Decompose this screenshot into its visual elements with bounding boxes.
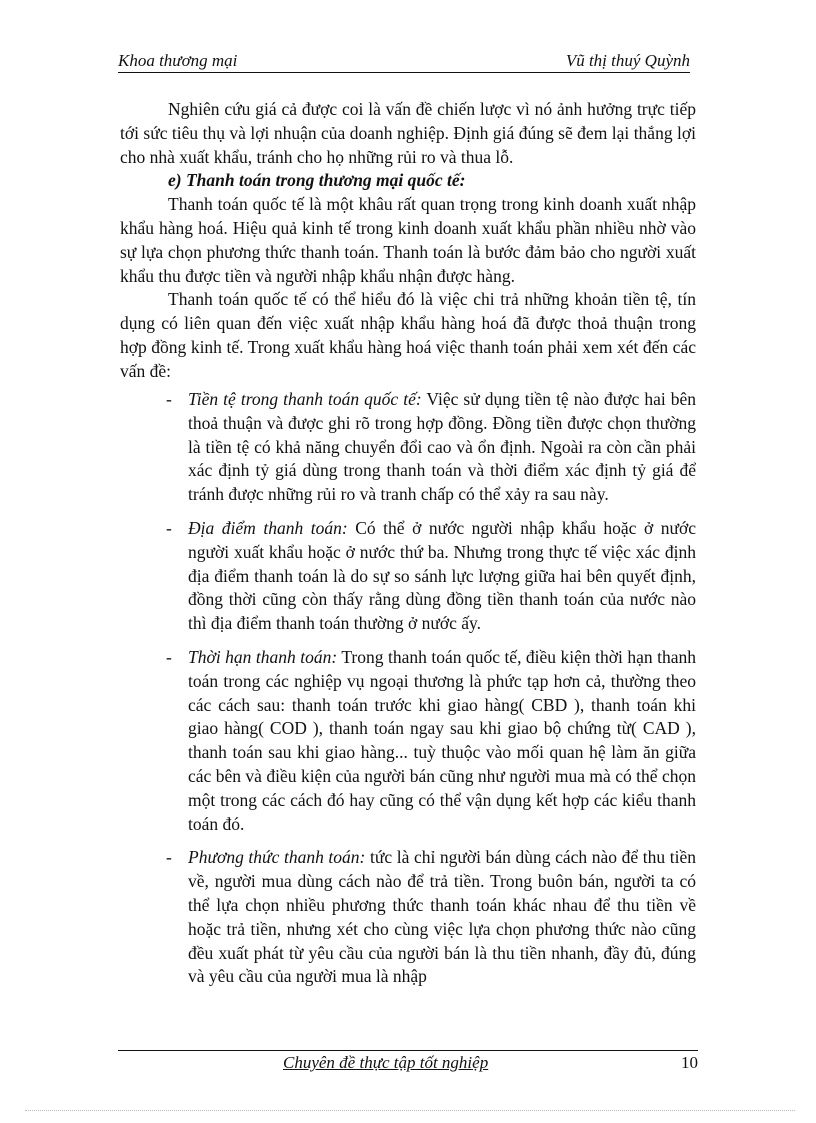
bullet-text: Việc sử dụng tiền tệ nào được hai bên thoả thuận và được ghi rõ trong hợp đồng. Đồng tiền được chọn thường là tiền tệ có khả năng chuyển đổi cao và ổn định. Ngoài ra còn cần phải xác định tỷ giá dùng trong thanh toán và thời điểm xác định tỷ giá để tránh được những rủi ro và tranh chấp có thể xảy ra sau này. [188, 389, 696, 505]
section-title: e) Thanh toán trong thương mại quốc tế: [168, 170, 466, 191]
page-footer [118, 1050, 698, 1077]
bullet-text: Trong thanh toán quốc tế, điều kiện thời hạn thanh toán trong các nghiệp vụ ngoại thương là phức tạp hơn cả, thường theo các cách sau: thanh toán trước khi giao hàng( CBD ), thanh toán khi giao hàng( COD ), thanh toán ngay sau khi giao bộ chứng từ( CAD ), thanh toán sau khi giao hàng... tuỳ thuộc vào mối quan hệ làm ăn giữa các bên và điều kiện của người bán cũng như người mua mà có thể chọn một trong các cách đó hay cũng có thể vận dụng kết hợp các kiểu thanh toán đó. [188, 646, 696, 834]
paragraph-2: Thanh toán quốc tế có thể hiểu đó là việc chi trả những khoản tiền tệ, tín dụng có liên quan đến việc xuất nhập khẩu hàng hoá đã được thoả thuận trong hợp đồng kinh tế. Trong xuất khẩu hàng hoá việc thanh toán phải xem xét đến các vấn đề: [120, 289, 696, 381]
bullet-label: Địa điểm thanh toán: [188, 517, 348, 538]
dash-marker: - [166, 847, 172, 868]
bullet-item-term [166, 646, 696, 836]
dash-marker: - [166, 517, 172, 538]
body-text [120, 98, 696, 384]
page-header [118, 50, 690, 73]
bullet-label: Thời hạn thanh toán: [188, 646, 338, 667]
intro-paragraph [120, 98, 696, 169]
header-author: Vũ thị thuý Quỳnh [565, 51, 690, 70]
bullet-item-method [166, 846, 696, 989]
bullet-text: tức là chỉ người bán dùng cách nào để thu tiền về, người mua dùng cách nào để trả tiền. Trong buôn bán, người ta có thể lựa chọn nhiều phương thức thanh toán khác nhau để thu tiền về hoặc trả tiền, nhưng xét cho cùng việc lựa chọn phương thức nào cũng đều xuất phát từ yêu cầu của người bán là thu tiền nhanh, đầy đủ, đúng và yêu cầu của người mua là nhập [188, 847, 696, 987]
dash-marker: - [166, 646, 172, 667]
bullet-label: Tiền tệ trong thanh toán quốc tế: [188, 389, 422, 409]
bullet-item-currency [166, 388, 696, 507]
footer-title: Chuyên đề thực tập tốt nghiệp [283, 1053, 489, 1072]
page-number: 10 [681, 1053, 698, 1072]
header-department: Khoa thương mại [118, 51, 238, 70]
paragraph-1: Thanh toán quốc tế là một khâu rất quan trọng trong kinh doanh xuất nhập khẩu hàng hoá. Hiệu quả kinh tế trong kinh doanh xuất khẩu phần nhiều nhờ vào sự lựa chọn phương thức thanh toán. Thanh toán là bước đảm bảo cho người xuất khẩu thu được tiền và người nhập khẩu nhận được hàng. [120, 194, 696, 286]
bullet-label: Phương thức thanh toán: [188, 847, 366, 868]
dash-marker: - [166, 389, 172, 409]
bullet-list [166, 388, 696, 999]
bullet-text: Có thể ở nước người nhập khẩu hoặc ở nước người xuất khẩu hoặc ở nước thứ ba. Nhưng trong thực tế việc xác định địa điểm thanh toán là do sự so sánh lực lượng giữa hai bên quyết định, đồng thời cũng còn thấy rằng dùng đồng tiền thanh toán của nước nào thì địa điểm thanh toán thường ở nước ấy. [188, 517, 696, 634]
bullet-item-location [166, 517, 696, 636]
page-edge-divider [25, 1110, 795, 1111]
intro-paragraph-text: Nghiên cứu giá cả được coi là vấn đề chiến lược vì nó ảnh hưởng trực tiếp tới sức tiêu thụ và lợi nhuận của doanh nghiệp. Định giá đúng sẽ đem lại thắng lợi cho nhà xuất khẩu, tránh cho họ những rủi ro và thua lỗ. [120, 99, 696, 167]
